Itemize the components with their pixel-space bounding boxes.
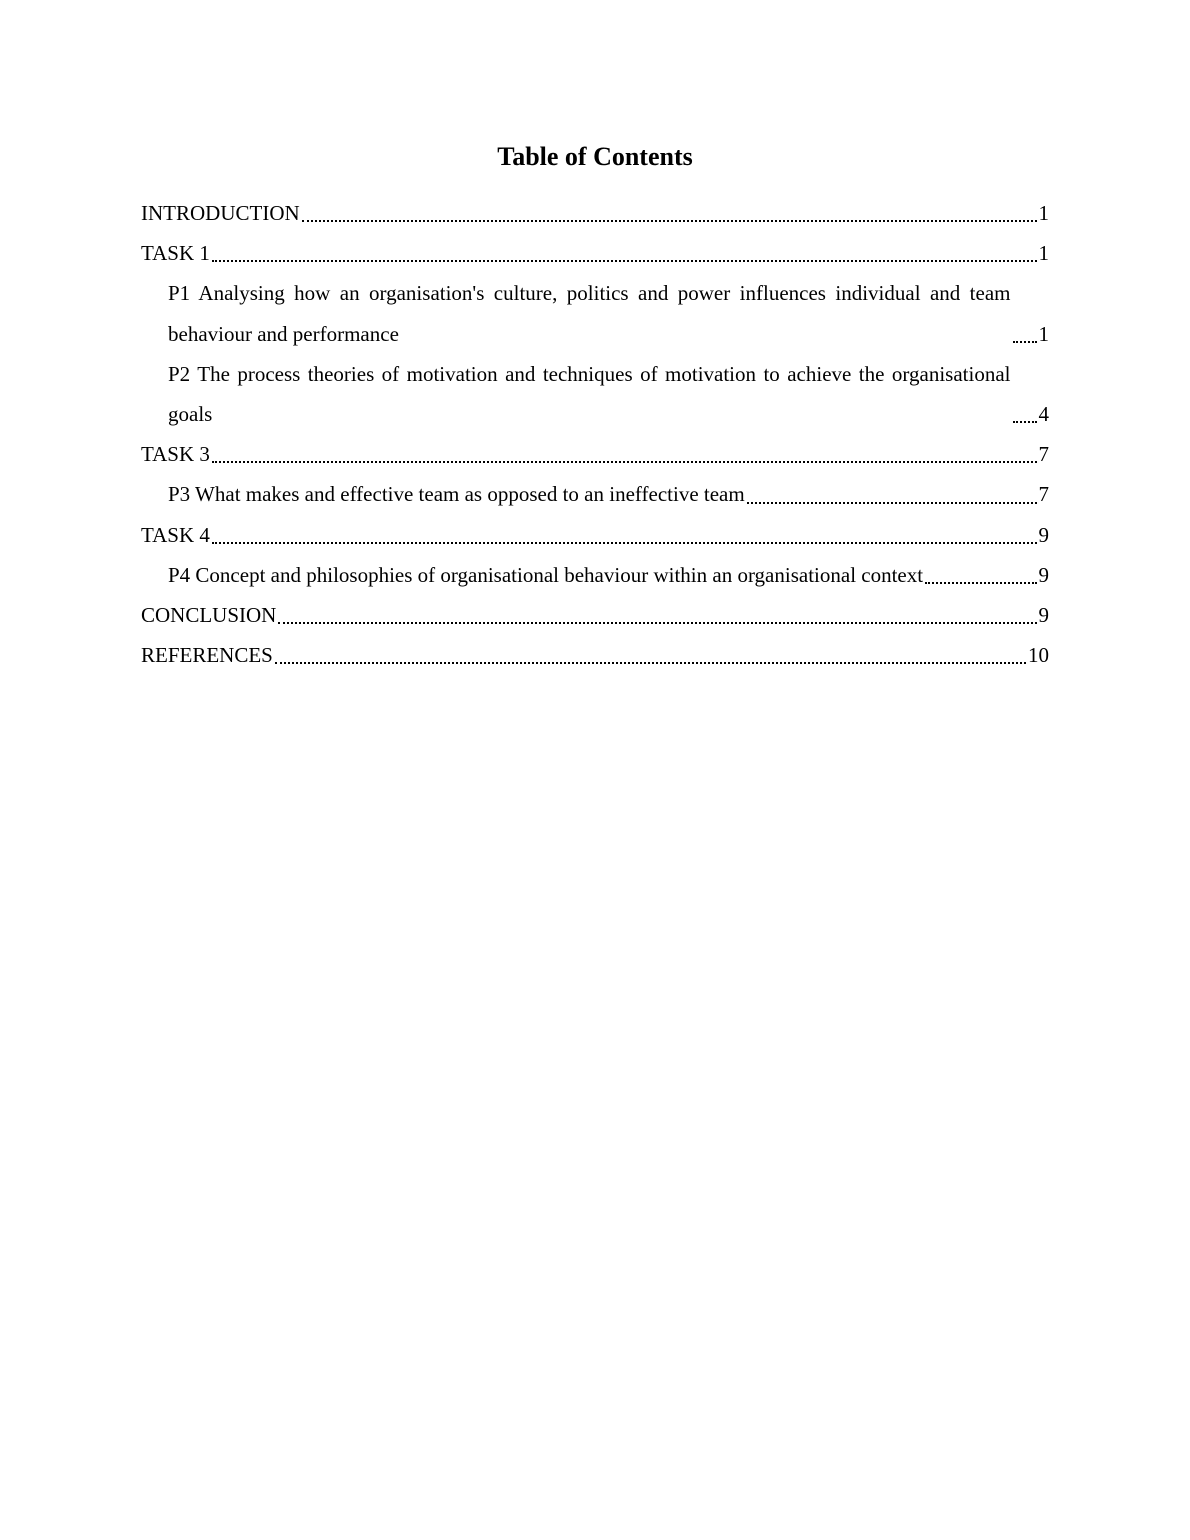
entry-text: P1 Analysing how an organisation's culture, politics and power influences individual and team behaviour and performance <box>168 281 1011 346</box>
dot-leader <box>275 662 1026 664</box>
toc-entry-p1[interactable] <box>141 273 1049 353</box>
entry-text: INTRODUCTION <box>141 201 300 225</box>
toc-entry-task-3[interactable] <box>141 434 1049 474</box>
page-number: 7 <box>1038 442 1049 467</box>
toc-title: Table of Contents <box>497 142 693 171</box>
dot-leader <box>1013 421 1037 423</box>
page-number: 4 <box>1038 402 1049 427</box>
page-number: 9 <box>1038 522 1049 547</box>
dot-leader <box>212 542 1037 544</box>
page-number: 1 <box>1038 321 1049 346</box>
toc-entry-references[interactable] <box>141 635 1049 675</box>
toc-entry-p3[interactable] <box>141 474 1049 514</box>
dot-leader <box>212 461 1037 463</box>
page-number: 9 <box>1038 603 1049 628</box>
entry-text: CONCLUSION <box>141 603 277 628</box>
entry-text: P4 Concept and philosophies of organisational behaviour within an organisational context <box>168 562 924 587</box>
page-number: 10 <box>1028 643 1049 668</box>
table-of-contents <box>141 193 1049 675</box>
toc-entry-conclusion[interactable] <box>141 595 1049 635</box>
toc-entry-p4[interactable] <box>141 555 1049 595</box>
entry-text: REFERENCES <box>141 643 273 668</box>
entry-text: TASK 4 <box>141 522 210 547</box>
dot-leader <box>925 582 1036 584</box>
page-number: 9 <box>1038 562 1049 587</box>
page-number: 1 <box>1038 241 1049 266</box>
entry-text: P3 What makes and effective team as opposed to an ineffective team <box>168 482 745 507</box>
dot-leader <box>1013 341 1037 343</box>
toc-entry-introduction[interactable] <box>141 193 1049 233</box>
page-number: 7 <box>1038 482 1049 507</box>
entry-text: P2 The process theories of motivation and techniques of motivation to achieve the organisational goals <box>168 361 1011 427</box>
dot-leader <box>302 220 1037 222</box>
dot-leader <box>278 622 1036 624</box>
entry-text: TASK 3 <box>141 442 210 467</box>
page-number: 1 <box>1038 201 1049 225</box>
dot-leader <box>747 502 1037 504</box>
toc-entry-p2[interactable] <box>141 354 1049 434</box>
toc-entry-task-1[interactable] <box>141 233 1049 273</box>
entry-text: TASK 1 <box>141 241 210 266</box>
toc-entry-task-4[interactable] <box>141 515 1049 555</box>
dot-leader <box>212 260 1037 262</box>
